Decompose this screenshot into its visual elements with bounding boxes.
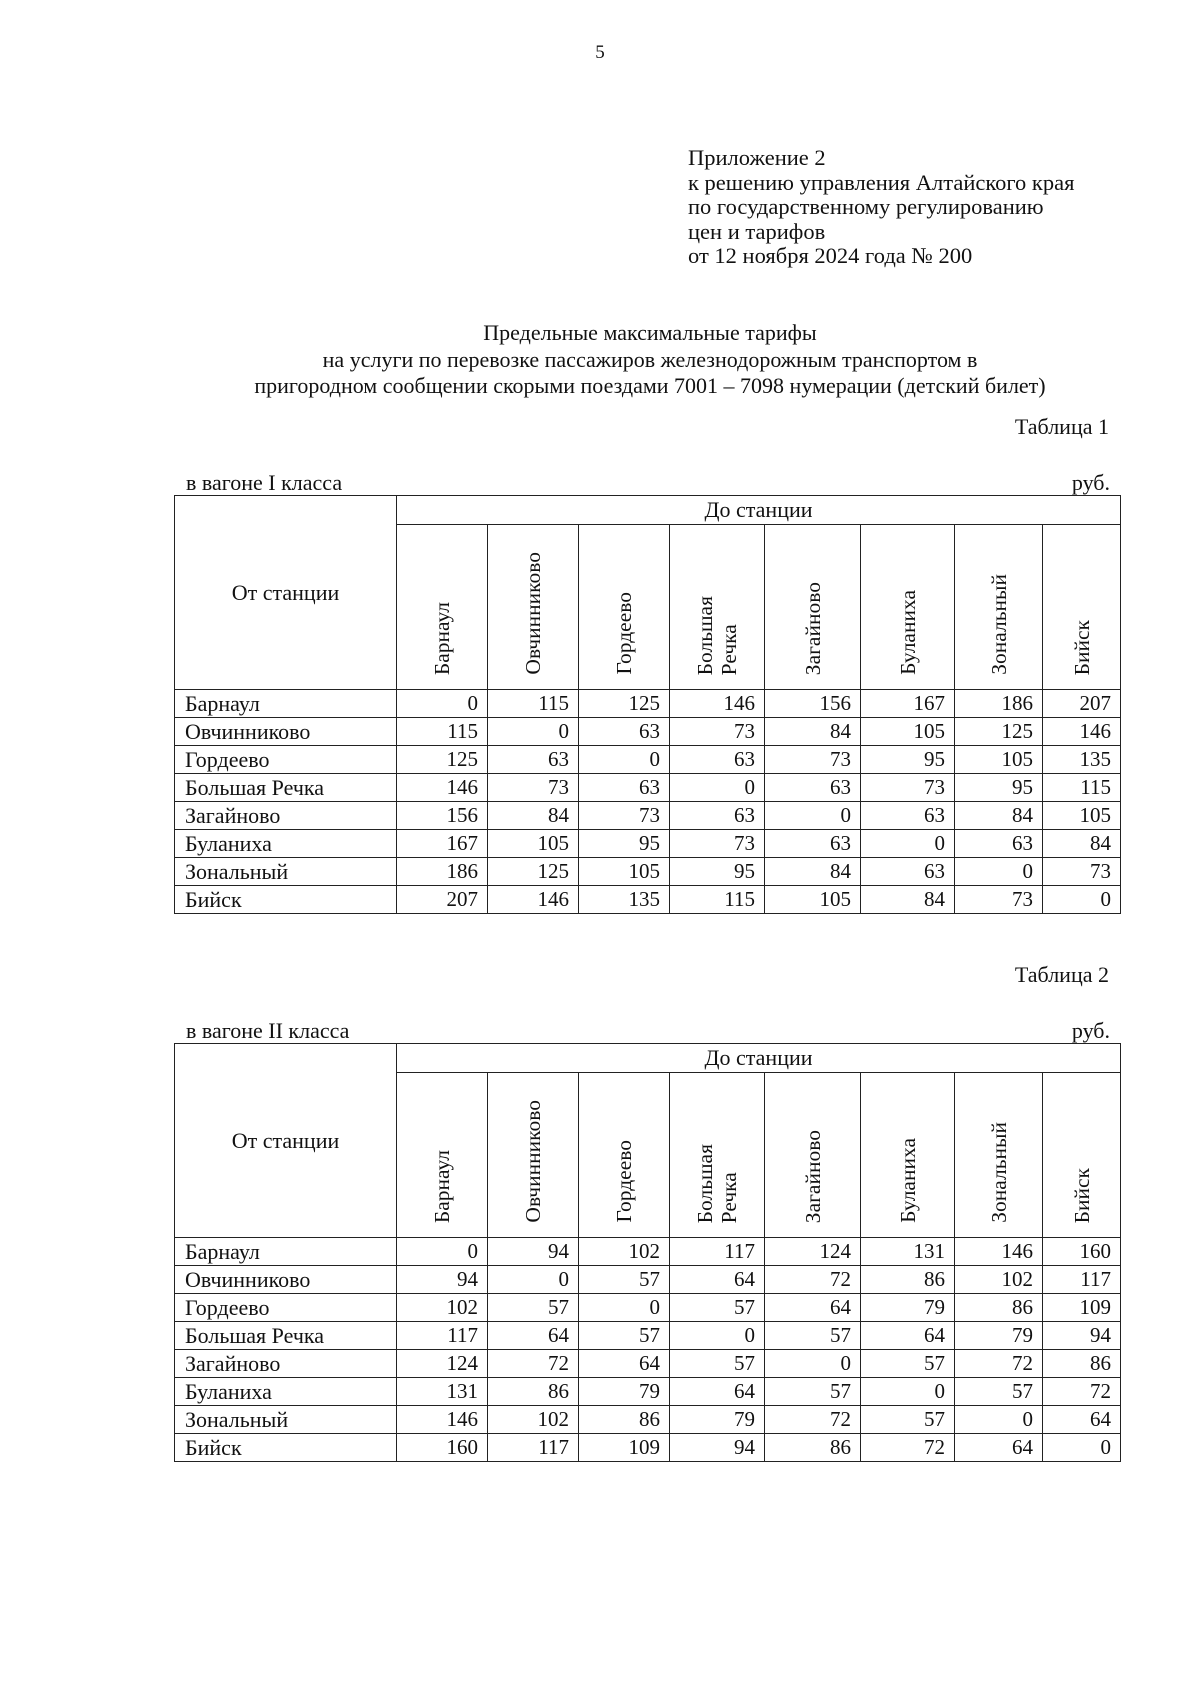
column-header-label — [693, 1144, 741, 1223]
tariff-cell: 95 — [670, 858, 765, 886]
column-header-line: Зональный — [986, 1122, 1011, 1223]
column-header-line: Большая — [693, 595, 717, 675]
tariff-cell: 95 — [955, 774, 1043, 802]
station-name-cell: Буланиха — [175, 830, 397, 858]
column-header — [579, 525, 670, 690]
tariff-cell: 115 — [397, 718, 488, 746]
table-row — [175, 1406, 1121, 1434]
tariff-cell: 73 — [861, 774, 955, 802]
tariff-cell: 160 — [397, 1434, 488, 1462]
tariff-cell: 135 — [579, 886, 670, 914]
tariff-cell: 57 — [955, 1378, 1043, 1406]
table-row — [175, 830, 1121, 858]
column-header — [861, 525, 955, 690]
tariff-cell: 64 — [1043, 1406, 1121, 1434]
appendix-line: к решению управления Алтайского края — [688, 169, 1075, 195]
tariff-cell: 117 — [1043, 1266, 1121, 1294]
tariff-cell: 125 — [579, 690, 670, 718]
table-row — [175, 1238, 1121, 1266]
tariff-cell: 135 — [1043, 746, 1121, 774]
tariff-cell: 86 — [1043, 1350, 1121, 1378]
tariff-cell: 64 — [955, 1434, 1043, 1462]
appendix-block — [688, 146, 1074, 269]
station-name-cell: Барнаул — [175, 690, 397, 718]
page-number: 5 — [595, 42, 605, 63]
tariff-cell: 0 — [397, 690, 488, 718]
tariff-cell: 57 — [488, 1294, 579, 1322]
tariff-cell: 186 — [397, 858, 488, 886]
tariff-cell: 105 — [955, 746, 1043, 774]
tariff-cell: 63 — [765, 830, 861, 858]
tariff-cell: 72 — [1043, 1378, 1121, 1406]
tariff-cell: 84 — [765, 858, 861, 886]
title-line: на услуги по перевозке пассажиров железнодорожным транспортом в — [322, 346, 978, 372]
tariff-cell: 63 — [765, 774, 861, 802]
tariff-cell: 117 — [670, 1238, 765, 1266]
column-header-label — [801, 1130, 825, 1223]
tariff-cell: 160 — [1043, 1238, 1121, 1266]
tariff-cell: 131 — [861, 1238, 955, 1266]
station-name-cell: Большая Речка — [175, 1322, 397, 1350]
tariff-cell: 125 — [488, 858, 579, 886]
station-name-cell: Бийск — [175, 1434, 397, 1462]
tariff-cell: 146 — [397, 774, 488, 802]
appendix-line: от 12 ноября 2024 года № 200 — [688, 243, 973, 268]
tariff-cell: 84 — [488, 802, 579, 830]
tariff-cell: 105 — [579, 858, 670, 886]
column-header — [765, 525, 861, 690]
tariff-cell: 73 — [955, 886, 1043, 914]
column-header — [488, 1073, 579, 1238]
tariff-cell: 94 — [670, 1434, 765, 1462]
station-name-cell: Барнаул — [175, 1238, 397, 1266]
station-name-cell: Овчинниково — [175, 1266, 397, 1294]
tariff-cell: 115 — [670, 886, 765, 914]
station-name-cell: Зональный — [175, 858, 397, 886]
tariff-cell: 109 — [579, 1434, 670, 1462]
column-header — [861, 1073, 955, 1238]
tariff-cell: 0 — [579, 746, 670, 774]
column-header-line: Овчинниково — [521, 552, 545, 675]
tariff-cell: 105 — [488, 830, 579, 858]
tariff-table-2 — [174, 1043, 1121, 1462]
appendix-line: Приложение 2 — [688, 145, 826, 170]
tariff-cell: 167 — [861, 690, 955, 718]
tariff-cell: 125 — [397, 746, 488, 774]
tariff-cell: 57 — [670, 1294, 765, 1322]
tariff-cell: 73 — [765, 746, 861, 774]
tariff-cell: 146 — [397, 1406, 488, 1434]
tariff-cell: 124 — [397, 1350, 488, 1378]
station-name-cell: Овчинниково — [175, 718, 397, 746]
tariff-cell: 0 — [955, 1406, 1043, 1434]
tariff-cell: 57 — [579, 1322, 670, 1350]
tariff-cell: 72 — [488, 1350, 579, 1378]
tariff-cell: 94 — [397, 1266, 488, 1294]
tariff-cell: 84 — [955, 802, 1043, 830]
tariff-cell: 84 — [765, 718, 861, 746]
table-1-unit: руб. — [1071, 470, 1110, 495]
column-header-line: Овчинниково — [521, 1100, 545, 1223]
column-header-label — [987, 1122, 1011, 1223]
tariff-cell: 124 — [765, 1238, 861, 1266]
tariff-cell: 0 — [488, 1266, 579, 1294]
tariff-cell: 64 — [765, 1294, 861, 1322]
table-row — [175, 718, 1121, 746]
column-header-label — [430, 1150, 454, 1223]
tariff-cell: 63 — [579, 718, 670, 746]
tariff-cell: 57 — [670, 1350, 765, 1378]
column-header-line: Барнаул — [430, 601, 454, 675]
tariff-cell: 63 — [488, 746, 579, 774]
tariff-cell: 64 — [670, 1266, 765, 1294]
tariff-cell: 73 — [488, 774, 579, 802]
tariff-cell: 0 — [488, 718, 579, 746]
tariff-cell: 115 — [1043, 774, 1121, 802]
table-row — [175, 886, 1121, 914]
column-header-label — [896, 1138, 920, 1223]
tariff-cell: 115 — [488, 690, 579, 718]
tariff-cell: 57 — [861, 1350, 955, 1378]
tariff-cell: 73 — [670, 718, 765, 746]
tariff-cell: 72 — [765, 1406, 861, 1434]
tariff-cell: 63 — [861, 802, 955, 830]
column-header — [670, 525, 765, 690]
table-row — [175, 1378, 1121, 1406]
title-line: Предельные максимальные тарифы — [483, 320, 817, 345]
tariff-cell: 86 — [955, 1294, 1043, 1322]
station-name-cell: Большая Речка — [175, 774, 397, 802]
tariff-cell: 0 — [397, 1238, 488, 1266]
tariff-cell: 63 — [670, 746, 765, 774]
column-header-line: Барнаул — [430, 1149, 454, 1223]
tariff-cell: 79 — [861, 1294, 955, 1322]
column-header-label — [521, 552, 545, 675]
tariff-cell: 207 — [397, 886, 488, 914]
tariff-cell: 86 — [579, 1406, 670, 1434]
table-row — [175, 774, 1121, 802]
tariff-cell: 0 — [861, 830, 955, 858]
column-header — [579, 1073, 670, 1238]
tariff-cell: 73 — [1043, 858, 1121, 886]
column-header-label — [896, 590, 920, 675]
tariff-cell: 146 — [670, 690, 765, 718]
table-row — [175, 1266, 1121, 1294]
tariff-cell: 63 — [861, 858, 955, 886]
tariff-table-1 — [174, 495, 1121, 914]
column-header — [955, 1073, 1043, 1238]
tariff-cell: 64 — [861, 1322, 955, 1350]
column-header-line: Загайново — [800, 581, 825, 675]
tariff-cell: 125 — [955, 718, 1043, 746]
document-title — [170, 320, 1130, 400]
table-row — [175, 802, 1121, 830]
column-header — [1043, 1073, 1121, 1238]
tariff-cell: 84 — [861, 886, 955, 914]
tariff-cell: 72 — [765, 1266, 861, 1294]
column-header-label — [521, 1100, 545, 1223]
table-2-unit: руб. — [1071, 1018, 1110, 1043]
column-header-line: Бийск — [1069, 619, 1094, 675]
column-header-line: Большая — [693, 1143, 717, 1223]
column-header-line: Гордеево — [612, 1140, 636, 1223]
column-header-label — [1070, 1168, 1094, 1223]
tariff-cell: 156 — [765, 690, 861, 718]
title-line: пригородном сообщении скорыми поездами 7001 – 7098 нумерации (детский билет) — [254, 373, 1046, 398]
tariff-cell: 0 — [1043, 1434, 1121, 1462]
tariff-cell: 117 — [488, 1434, 579, 1462]
column-header — [397, 1073, 488, 1238]
column-header-line: Гордеево — [612, 592, 636, 675]
tariff-cell: 0 — [765, 1350, 861, 1378]
tariff-cell: 72 — [861, 1434, 955, 1462]
tariff-cell: 0 — [670, 774, 765, 802]
column-header-line: Буланиха — [895, 1138, 920, 1223]
tariff-cell: 105 — [765, 886, 861, 914]
tariff-cell: 57 — [765, 1322, 861, 1350]
tariff-cell: 94 — [1043, 1322, 1121, 1350]
appendix-line: цен и тарифов — [688, 218, 826, 244]
column-header — [488, 525, 579, 690]
tariff-cell: 64 — [670, 1378, 765, 1406]
station-name-cell: Загайново — [175, 1350, 397, 1378]
table-row — [175, 746, 1121, 774]
tariff-cell: 64 — [579, 1350, 670, 1378]
tariff-cell: 117 — [397, 1322, 488, 1350]
tariff-cell: 57 — [579, 1266, 670, 1294]
tariff-cell: 79 — [670, 1406, 765, 1434]
tariff-cell: 95 — [861, 746, 955, 774]
tariff-cell: 146 — [488, 886, 579, 914]
tariff-cell: 84 — [1043, 830, 1121, 858]
station-name-cell: Зональный — [175, 1406, 397, 1434]
table-row — [175, 1350, 1121, 1378]
column-header — [1043, 525, 1121, 690]
tariff-cell: 207 — [1043, 690, 1121, 718]
tariff-cell: 86 — [765, 1434, 861, 1462]
tariff-cell: 0 — [955, 858, 1043, 886]
column-header-label — [987, 574, 1011, 675]
tariff-cell: 146 — [1043, 718, 1121, 746]
tariff-cell: 167 — [397, 830, 488, 858]
column-header-label — [801, 582, 825, 675]
tariff-cell: 63 — [955, 830, 1043, 858]
table-1-caption: в вагоне I класса — [186, 470, 343, 495]
tariff-cell: 156 — [397, 802, 488, 830]
column-header-line: Буланиха — [895, 590, 920, 675]
table-2-caption: в вагоне II класса — [186, 1018, 350, 1043]
column-header — [955, 525, 1043, 690]
tariff-cell: 63 — [670, 802, 765, 830]
tariff-cell: 102 — [579, 1238, 670, 1266]
column-header — [670, 1073, 765, 1238]
tariff-cell: 105 — [1043, 802, 1121, 830]
column-header-label — [612, 592, 636, 675]
from-station-header: От станции — [175, 496, 397, 690]
tariff-cell: 57 — [861, 1406, 955, 1434]
tariff-cell: 0 — [579, 1294, 670, 1322]
tariff-cell: 73 — [579, 802, 670, 830]
station-name-cell: Гордеево — [175, 746, 397, 774]
table-2-label: Таблица 2 — [1014, 962, 1109, 987]
table-row — [175, 858, 1121, 886]
tariff-cell: 0 — [1043, 886, 1121, 914]
tariff-cell: 0 — [670, 1322, 765, 1350]
tariff-cell: 102 — [488, 1406, 579, 1434]
tariff-cell: 94 — [488, 1238, 579, 1266]
column-header-label — [430, 602, 454, 675]
tariff-cell: 186 — [955, 690, 1043, 718]
tariff-cell: 95 — [579, 830, 670, 858]
tariff-cell: 79 — [955, 1322, 1043, 1350]
tariff-cell: 79 — [579, 1378, 670, 1406]
appendix-line: по государственному регулированию — [688, 194, 1044, 219]
column-header-line: Речка — [717, 1171, 741, 1223]
table-row — [175, 1294, 1121, 1322]
tariff-cell: 146 — [955, 1238, 1043, 1266]
column-header-label — [1070, 620, 1094, 675]
column-header-label — [693, 596, 741, 675]
table-row — [175, 690, 1121, 718]
tariff-cell: 73 — [670, 830, 765, 858]
tariff-cell: 64 — [488, 1322, 579, 1350]
tariff-cell: 57 — [765, 1378, 861, 1406]
tariff-cell: 109 — [1043, 1294, 1121, 1322]
column-header — [765, 1073, 861, 1238]
to-station-header: До станции — [397, 1044, 1121, 1073]
column-header-label — [612, 1140, 636, 1223]
tariff-cell: 72 — [955, 1350, 1043, 1378]
tariff-cell: 0 — [765, 802, 861, 830]
table-row — [175, 1434, 1121, 1462]
column-header-line: Загайново — [800, 1129, 825, 1223]
column-header — [397, 525, 488, 690]
tariff-cell: 102 — [955, 1266, 1043, 1294]
tariff-cell: 63 — [579, 774, 670, 802]
station-name-cell: Гордеево — [175, 1294, 397, 1322]
table-1-label: Таблица 1 — [1014, 414, 1109, 439]
tariff-cell: 86 — [861, 1266, 955, 1294]
station-name-cell: Загайново — [175, 802, 397, 830]
to-station-header: До станции — [397, 496, 1121, 525]
tariff-cell: 105 — [861, 718, 955, 746]
tariff-cell: 0 — [861, 1378, 955, 1406]
column-header-line: Бийск — [1069, 1167, 1094, 1223]
column-header-line: Зональный — [986, 574, 1011, 675]
from-station-header: От станции — [175, 1044, 397, 1238]
station-name-cell: Бийск — [175, 886, 397, 914]
table-row — [175, 1322, 1121, 1350]
tariff-cell: 102 — [397, 1294, 488, 1322]
tariff-cell: 86 — [488, 1378, 579, 1406]
station-name-cell: Буланиха — [175, 1378, 397, 1406]
column-header-line: Речка — [717, 623, 741, 675]
tariff-cell: 131 — [397, 1378, 488, 1406]
